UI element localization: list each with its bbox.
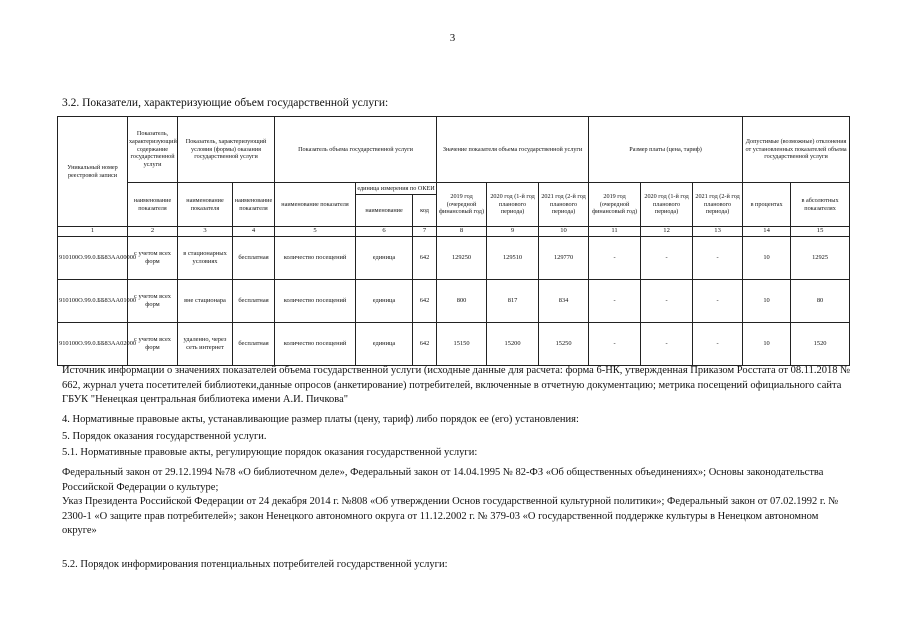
name-cell: бесплатная — [233, 323, 275, 366]
column-number: 9 — [487, 227, 539, 237]
header-deviation: Допустимые (возможные) отклонения от установленных показателей объема государственной услуги — [743, 117, 850, 183]
column-number: 4 — [233, 227, 275, 237]
volume-cell: количество посещений — [275, 323, 356, 366]
condition-cell: в стационарных условиях — [178, 237, 233, 280]
column-number: 5 — [275, 227, 356, 237]
condition-cell: удаленно, через сеть интернет — [178, 323, 233, 366]
fee-cell: - — [641, 280, 693, 323]
header-content: Показатель, характеризующий содержание государственной услуги — [128, 117, 178, 183]
value-cell: 129770 — [539, 237, 589, 280]
subheader-fee-year: 2020 год (1-й год планового периода) — [641, 183, 693, 227]
content-cell: с учетом всех форм — [128, 323, 178, 366]
value-cell: 817 — [487, 280, 539, 323]
subheader-year: 2019 год (очередной финансовый год) — [437, 183, 487, 227]
dev-abs-cell: 80 — [791, 280, 850, 323]
column-numbers-row — [58, 227, 850, 237]
header-registry: Уникальный номер реестровой записи — [58, 117, 128, 227]
header-value: Значение показателя объема государственной услуги — [437, 117, 589, 183]
code-cell: 642 — [413, 323, 437, 366]
subheader-name: наименование показателя — [275, 183, 356, 227]
page-number: 3 — [449, 32, 456, 44]
fee-cell: - — [589, 237, 641, 280]
subheader-unit: единица измерения по ОКЕИ — [356, 183, 437, 195]
dev-pct-cell: 10 — [743, 323, 791, 366]
subheader-name: наименование показателя — [128, 183, 178, 227]
fee-cell: - — [589, 280, 641, 323]
content-cell: с учетом всех форм — [128, 237, 178, 280]
dev-abs-cell: 1520 — [791, 323, 850, 366]
dev-abs-cell: 12925 — [791, 237, 850, 280]
value-cell: 15200 — [487, 323, 539, 366]
volume-cell: количество посещений — [275, 237, 356, 280]
column-number: 8 — [437, 227, 487, 237]
column-number: 15 — [791, 227, 850, 237]
column-number: 12 — [641, 227, 693, 237]
header-volume: Показатель объема государственной услуги — [275, 117, 437, 183]
fee-cell: - — [641, 237, 693, 280]
subheader-fee-year: 2021 год (2-й год планового периода) — [693, 183, 743, 227]
subheader-name: наименование показателя — [178, 183, 233, 227]
source-paragraph: Источник информации о значениях показателей объема государственной услуги (исходные данные для расчета: форма 6-НК, утвержденная Приказом Росстата от 08.11.2018 № 662, журнал учета посетителей библиотеки,данные опросов (анкетирование) потребителей, включенные в отчетную документацию; метрика посещений официального сайта ГБУК "Ненецкая центральная библиотека имени А.И. Пичкова" — [62, 365, 851, 405]
dev-pct-cell: 10 — [743, 280, 791, 323]
column-number: 6 — [356, 227, 413, 237]
subheader-unit-name: наименование — [356, 195, 413, 227]
fee-cell: - — [589, 323, 641, 366]
value-cell: 834 — [539, 280, 589, 323]
unit-cell: единица — [356, 280, 413, 323]
column-number: 7 — [413, 227, 437, 237]
section-5-1-heading: 5.1. Нормативные правовые акты, регулирующие порядок оказания государственной услуги: — [62, 447, 478, 458]
table-row — [58, 280, 850, 323]
fee-cell: - — [693, 323, 743, 366]
subheader-year: 2020 год (1-й год планового периода) — [487, 183, 539, 227]
registry-cell: 910100О.99.0.ББ83АА02000 — [58, 323, 128, 366]
unit-cell: единица — [356, 323, 413, 366]
fee-cell: - — [693, 280, 743, 323]
subheader-unit-code: код — [413, 195, 437, 227]
fee-cell: - — [641, 323, 693, 366]
volume-indicators-table — [57, 116, 850, 366]
section-4-heading: 4. Нормативные правовые акты, устанавливающие размер платы (цену, тариф) либо порядок ее (его) установления: — [62, 414, 579, 425]
name-cell: бесплатная — [233, 237, 275, 280]
value-cell: 800 — [437, 280, 487, 323]
subheader-year: 2021 год (2-й год планового периода) — [539, 183, 589, 227]
column-number: 2 — [128, 227, 178, 237]
section-5-heading: 5. Порядок оказания государственной услуги. — [62, 431, 267, 442]
content-cell: с учетом всех форм — [128, 280, 178, 323]
registry-cell: 910100О.99.0.ББ83АА01000 — [58, 280, 128, 323]
laws-paragraph-1: Федеральный закон от 29.12.1994 №78 «О библиотечном деле», Федеральный закон от 14.04.1995 № 82-ФЗ «Об общественных объединениях»; Основы законодательства Российской Федерации о культуре; — [62, 467, 824, 493]
registry-cell: 910100О.99.0.ББ83АА00000 — [58, 237, 128, 280]
column-number: 10 — [539, 227, 589, 237]
value-cell: 129510 — [487, 237, 539, 280]
table-row — [58, 323, 850, 366]
subheader-name: наименование показателя — [233, 183, 275, 227]
subheader-dev-abs: в абсолютных показателях — [791, 183, 850, 227]
column-number: 1 — [58, 227, 128, 237]
column-number: 13 — [693, 227, 743, 237]
column-number: 3 — [178, 227, 233, 237]
column-number: 14 — [743, 227, 791, 237]
volume-cell: количество посещений — [275, 280, 356, 323]
value-cell: 15150 — [437, 323, 487, 366]
column-number: 11 — [589, 227, 641, 237]
section-5-2-heading: 5.2. Порядок информирования потенциальных потребителей государственной услуги: — [62, 559, 448, 570]
header-fee: Размер платы (цена, тариф) — [589, 117, 743, 183]
table-row — [58, 237, 850, 280]
code-cell: 642 — [413, 237, 437, 280]
dev-pct-cell: 10 — [743, 237, 791, 280]
value-cell: 15250 — [539, 323, 589, 366]
section-title: 3.2. Показатели, характеризующие объем государственной услуги: — [62, 97, 389, 109]
subheader-dev-pct: в процентах — [743, 183, 791, 227]
condition-cell: вне стационара — [178, 280, 233, 323]
name-cell: бесплатная — [233, 280, 275, 323]
unit-cell: единица — [356, 237, 413, 280]
laws-paragraph-2: Указ Президента Российской Федерации от 24 декабря 2014 г. №808 «Об утверждении Основ государственной культурной политики»; Федеральный закон от 07.02.1992 г. № 2300-1 «О защите прав потребителей»; закон Ненецкого автономного округа от 11.12.2002 г. № 379-03 «О государственной поддержке культуры в Ненецком автономном округе» — [62, 496, 839, 536]
header-condition: Показатель, характеризующий условия (формы) оказания государственной услуги — [178, 117, 275, 183]
fee-cell: - — [693, 237, 743, 280]
value-cell: 129250 — [437, 237, 487, 280]
code-cell: 642 — [413, 280, 437, 323]
subheader-fee-year: 2019 год (очередной финансовый год) — [589, 183, 641, 227]
